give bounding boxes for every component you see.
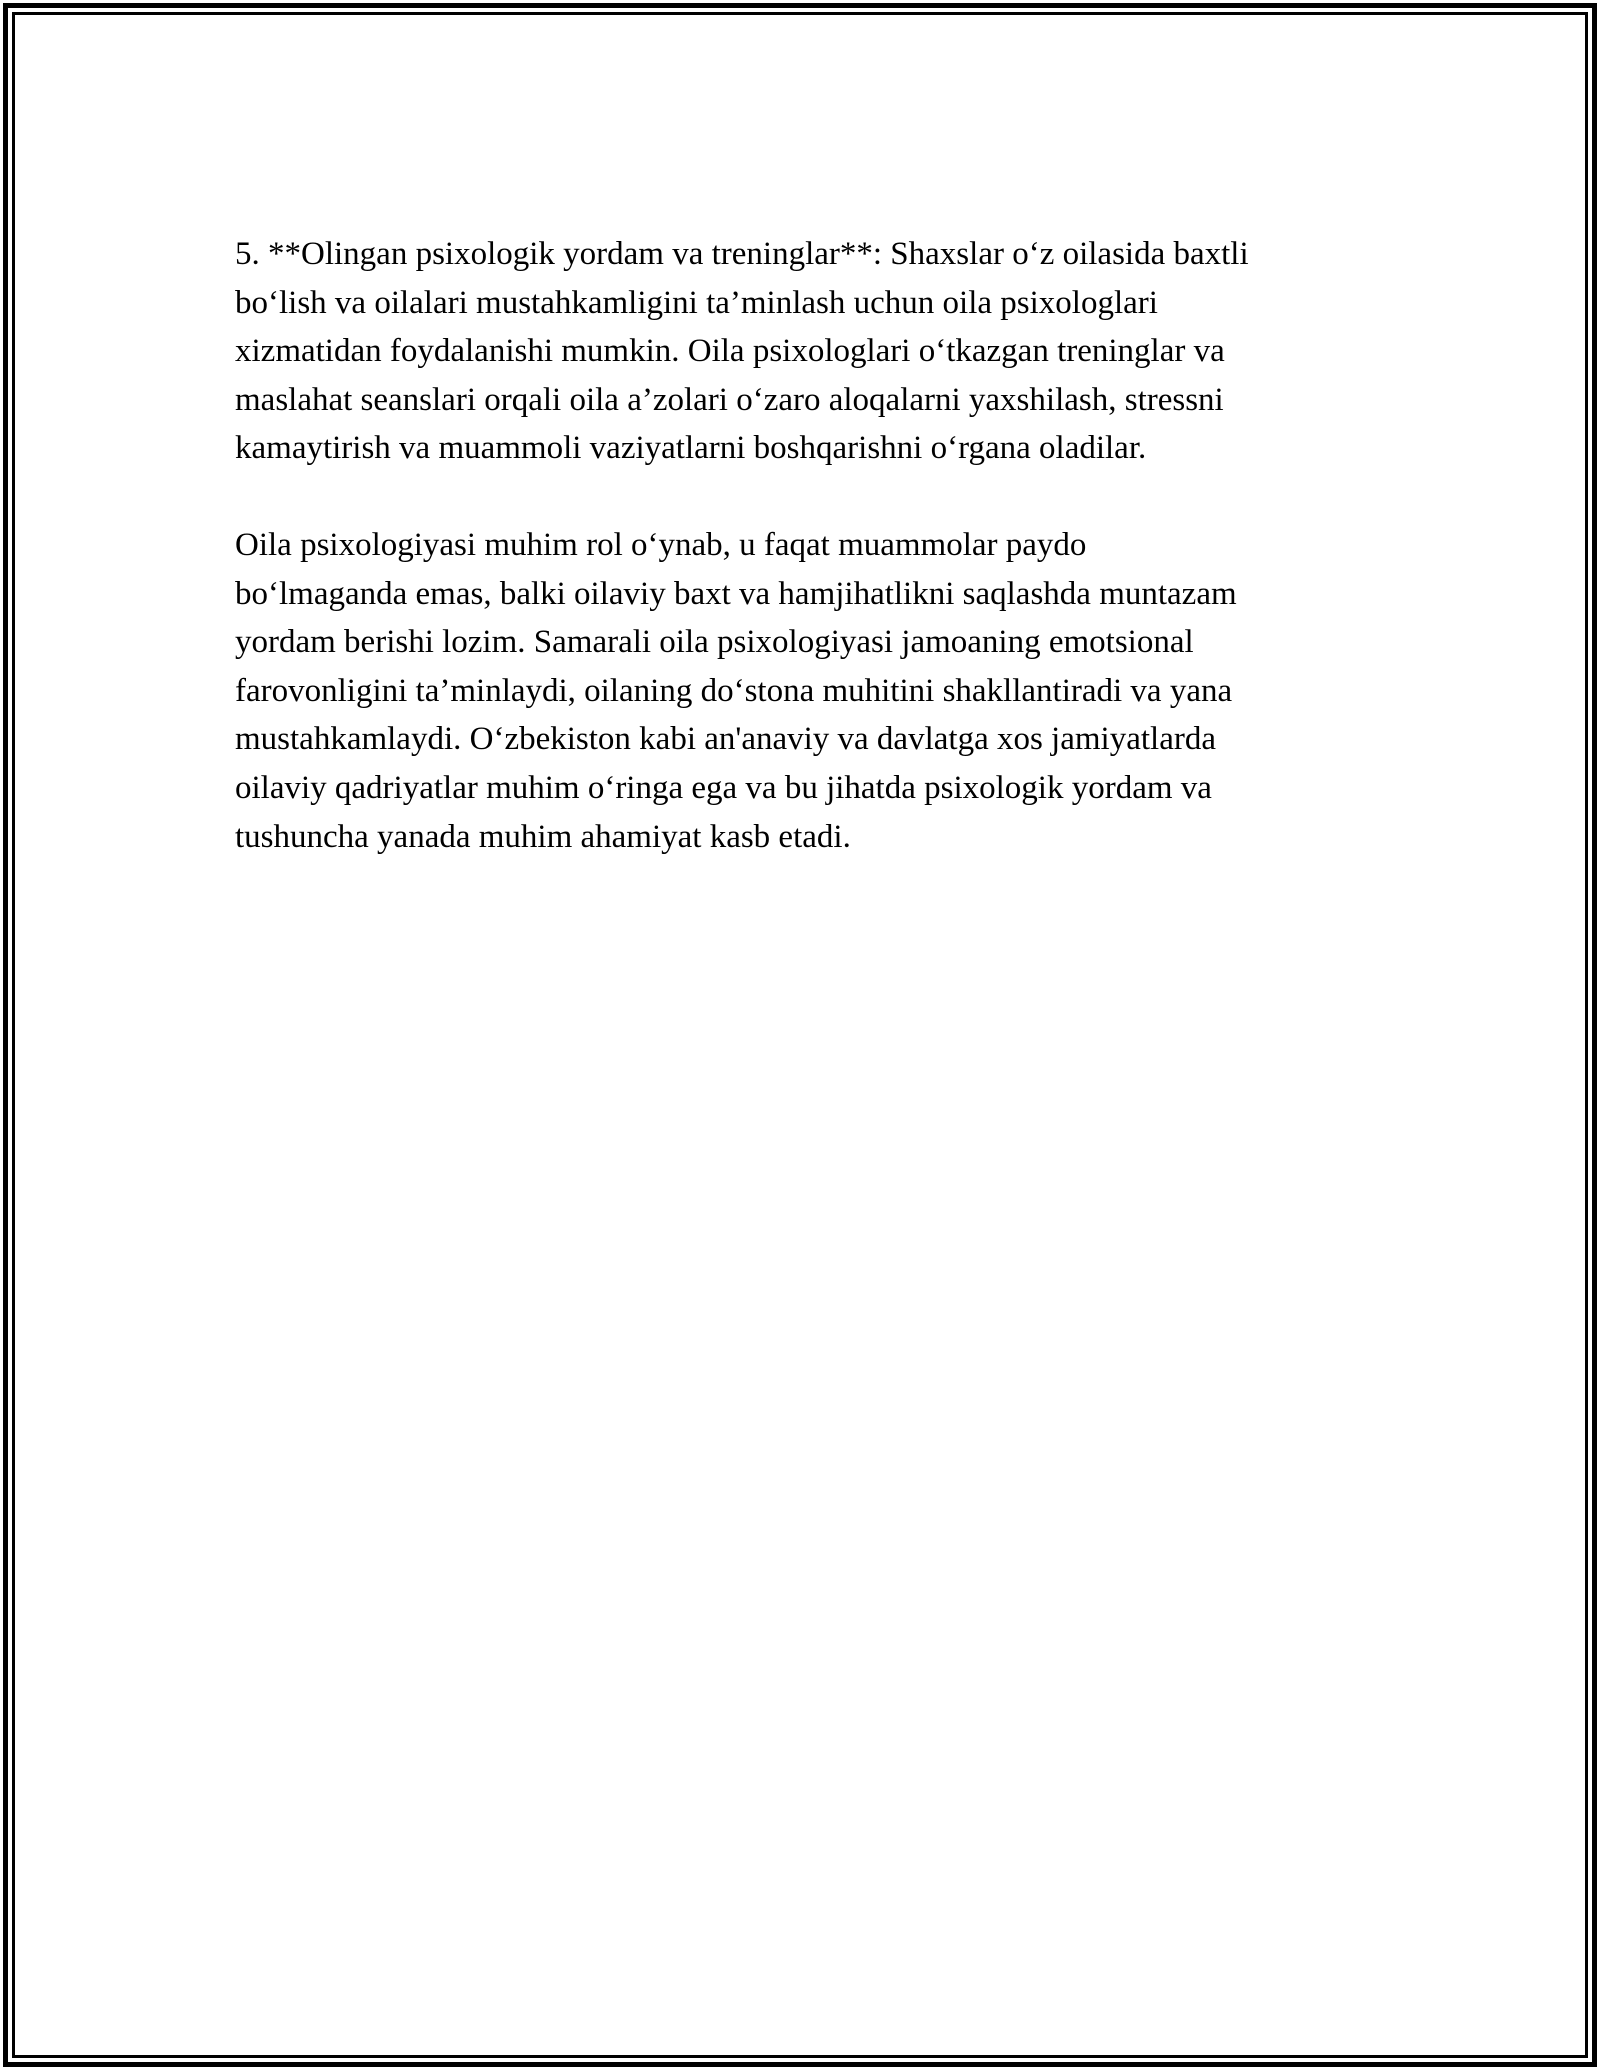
paragraph-family-psychology-role: Oila psixologiyasi muhim rol o‘ynab, u faqat muammolar paydo bo‘lmaganda emas, balki oilaviy baxt va hamjihatlikni saqlashda muntazam yordam berishi lozim. Samarali oila psixologiyasi jamoaning emotsional farovonligini ta’minlaydi, oilaning do‘stona muhitini shakllantiradi va yana mustahkamlaydi. O‘zbekiston kabi an'anaviy va davlatga xos jamiyatlarda oilaviy qadriyatlar muhim o‘ringa ega va bu jihatda psixologik yordam va tushuncha yanada muhim ahamiyat kasb etadi.: [235, 526, 1237, 855]
paragraph-psychological-help: 5. **Olingan psixologik yordam va treninglar**: Shaxslar o‘z oilasida baxtli bo‘lish va oilalari mustahkamligini ta’minlash uchun oila psixologlari xizmatidan foydalanishi mumkin. Oila psixologlari o‘tkazgan treninglar va maslahat seanslari orqali oila a’zolari o‘zaro aloqalarni yaxshilash, stressni kamaytirish va muammoli vaziyatlarni boshqarishni o‘rgana oladilar.: [235, 236, 1249, 467]
document-body: [235, 230, 1385, 861]
